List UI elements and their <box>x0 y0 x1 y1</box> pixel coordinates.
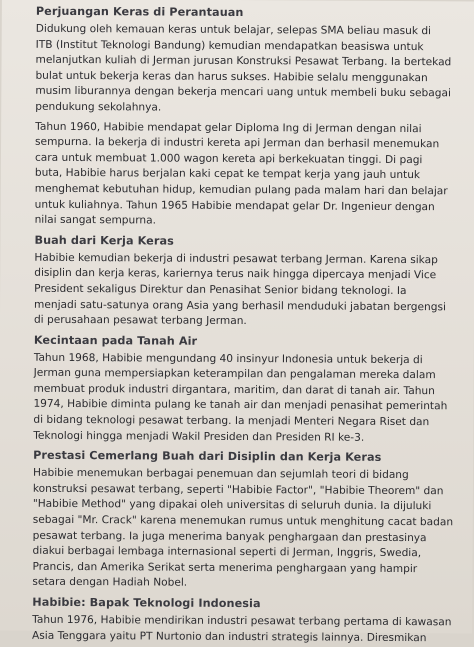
section-heading: Perjuangan Keras di Perantauan <box>35 4 244 20</box>
section-heading: Kecintaan pada Tanah Air <box>33 333 198 348</box>
text-line: Prancis, dan Amerika Serikat serta menerima penghargaan yang hampir <box>32 560 418 575</box>
text-line: membuat produk industri dirgantara, maritim, dan darat di tanah air. Tahun <box>33 382 435 398</box>
text-line: pesawat terbang. Ia juga menerima banyak penghargaan dan prestasinya <box>32 529 427 544</box>
text-line: Jerman guna mempersiapkan keterampilan dan pengalaman mereka dalam <box>33 367 436 382</box>
text-line: setara dengan Hadiah Nobel. <box>32 576 188 590</box>
paragraph <box>32 466 459 593</box>
text-line: di bidang teknologi pesawat terbang. Ia menjadi Menteri Negara Riset dan <box>33 413 430 429</box>
text-line: nilai sangat sempurna. <box>34 213 157 227</box>
section-perjuangan <box>35 5 462 231</box>
text-line: ITB (Institut Teknologi Bandung) kemudian mendapatkan beasiswa untuk <box>35 38 424 53</box>
paragraph <box>34 250 460 331</box>
section-bapak-teknologi <box>32 596 458 647</box>
text-line: menjadi satu-satunya orang Asia yang berhasil menduduki jabatan bergengsi <box>34 298 447 313</box>
section-heading: Buah dari Kerja Keras <box>34 233 174 248</box>
text-line: buta, Habibie harus berjalan kaki cepat ke tempat kerja yang jauh untuk <box>34 167 421 182</box>
text-line: pendukung sekolahnya. <box>35 100 162 114</box>
text-line: Tahun 1968, Habibie mengundang 40 insinyur Indonesia untuk bekerja di <box>33 351 423 366</box>
text-line: melanjutkan kuliah di Jerman jurusan Konstruksi Pesawat Terbang. Ia bertekad <box>35 53 452 69</box>
text-line: 1974, Habibie diminta pulang ke tanah air dan menjadi penasihat pemerintah <box>33 398 448 413</box>
paragraph <box>32 613 458 647</box>
text-line: Habibie menemukan berbagai penemuan dan sejumlah teori di bidang <box>33 467 409 482</box>
text-line: Tahun 1960, Habibie mendapat gelar Diploma Ing di Jerman dengan nilai <box>35 120 422 135</box>
text-line: Habibie kemudian bekerja di industri pesawat terbang Jerman. Karena sikap <box>34 251 438 266</box>
section-buah-kerja-keras <box>34 233 461 331</box>
text-line: musim liburannya dengan bekerja mencari uang untuk membeli buku sebagai <box>35 85 451 100</box>
text-line: di perusahaan pesawat terbang Jerman. <box>33 313 247 328</box>
text-line: konstruksi pesawat terbang, seperti "Habibie Factor", "Habibie Theorem" dan <box>32 482 444 498</box>
text-line: Didukung oleh kemauan keras untuk belajar, selepas SMA beliau masuk di <box>35 22 432 38</box>
text-line: disiplin dan kerja keras, kariernya terus naik hingga dipercaya menjadi Vice <box>34 267 437 282</box>
text-line: bulat untuk bekerja keras dan harus sukses. Habibie selalu menggunakan <box>35 69 428 84</box>
text-line: diakui berbagai lembaga internasional seperti di Jerman, Inggris, Swedia, <box>32 544 422 560</box>
text-line: President sekaligus Direktur dan Penasihat Senior bidang teknologi. Ia <box>34 282 407 297</box>
text-line: cara untuk membuat 1.000 wagon kereta api berkekuatan tinggi. Di pagi <box>34 151 423 166</box>
section-heading: Prestasi Cemerlang Buah dari Disiplin dan Kerja Keras <box>33 449 382 465</box>
text-line: Asia Tenggara yaitu PT Nurtonio dan industri strategis lainnya. Diresmikan <box>32 629 427 644</box>
text-line: sempurna. Ia bekerja di industri kereta api Jerman dan berhasil menemukan <box>35 135 440 151</box>
paragraph <box>35 22 462 118</box>
section-kecintaan <box>33 333 460 446</box>
text-line: Teknologi hingga menjadi Wakil Presiden dan Presiden RI ke-3. <box>33 429 365 444</box>
text-line: Tahun 1976, Habibie mendirikan industri pesawat terbang pertama di kawasan <box>32 613 452 629</box>
text-line: untuk kuliahnya. Tahun 1965 Habibie mendapat gelar Dr. Ingenieur dengan <box>34 198 435 213</box>
text-line: "Habibie Method" yang dipakai oleh universitas di seluruh dunia. Ia dijuluki <box>32 498 432 513</box>
paragraph <box>33 350 460 446</box>
section-heading: Habibie: Bapak Teknologi Indonesia <box>32 595 261 611</box>
text-line: menghemat kebutuhan hidup, kemudian pulang pada malam hari dan belajar <box>34 182 448 198</box>
text-line: sebagai "Mr. Crack" karena menemukan rumus untuk menghitung cacat badan <box>32 513 454 529</box>
paragraph <box>35 119 462 231</box>
section-prestasi <box>32 449 459 593</box>
